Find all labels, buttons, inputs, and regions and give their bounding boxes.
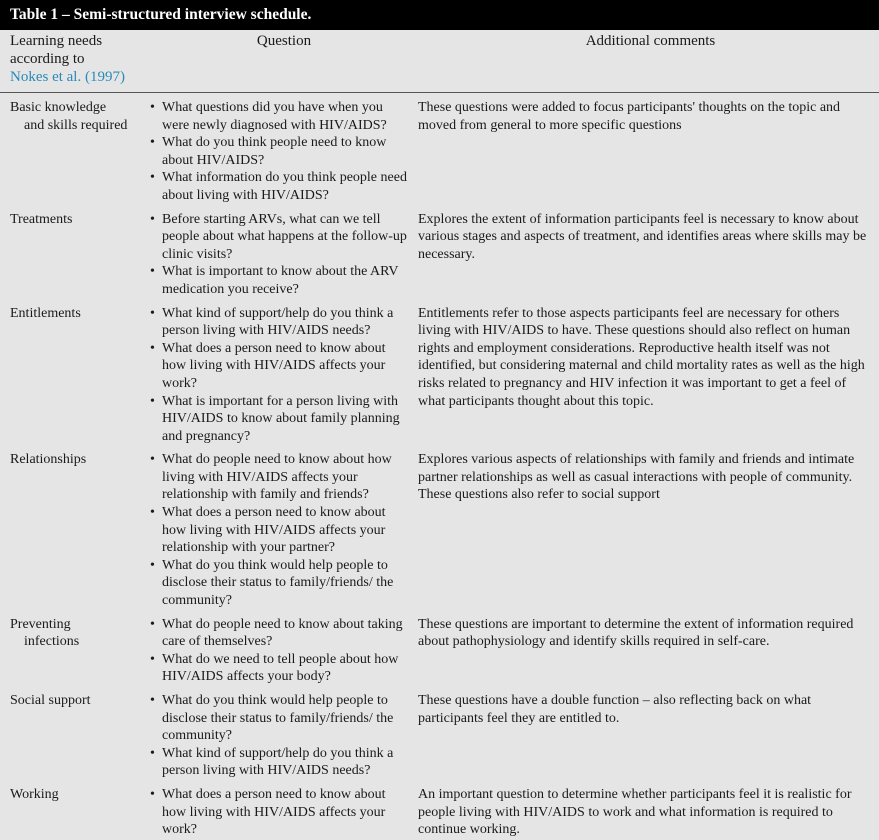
comment-cell: These questions are important to determine the extent of information required about pathophysiology and identify skills required in self-care. bbox=[418, 616, 854, 650]
comment-cell: Explores the extent of information participants feel is necessary to know about various stages and aspects of treatment, and identifies areas where skills may be necessary. bbox=[418, 211, 867, 262]
question-item: • Before starting ARVs, what can we tell people about what happens at the follow-up clinic visits? bbox=[148, 211, 412, 264]
question-item: • What kind of support/help do you think a person living with HIV/AIDS needs? bbox=[148, 745, 412, 780]
question-item: • What questions did you have when you were newly diagnosed with HIV/AIDS? bbox=[148, 99, 412, 134]
questions-cell bbox=[146, 205, 416, 299]
table-row bbox=[0, 445, 879, 609]
learning-need-cell bbox=[0, 93, 146, 205]
header-learning-needs-label: Learning needs according to bbox=[10, 33, 103, 67]
learning-need: Social support bbox=[10, 693, 91, 708]
question-item: • What do we need to tell people about how HIV/AIDS affects your body? bbox=[148, 651, 412, 686]
interview-schedule-table bbox=[0, 30, 879, 840]
question-item: • What do people need to know about how living with HIV/AIDS affects your relationship with family and friends? bbox=[148, 451, 412, 504]
comment-cell: Explores various aspects of relationships with family and friends and intimate partner relationships as well as casual interactions with people of community. These questions also refer to social support bbox=[418, 452, 855, 503]
header-comments: Additional comments bbox=[416, 30, 879, 93]
learning-need-cont: infections bbox=[24, 634, 80, 650]
table-row bbox=[0, 610, 879, 686]
question-list bbox=[148, 616, 412, 686]
learning-need: Treatments bbox=[10, 211, 73, 227]
question-list bbox=[148, 692, 412, 780]
question-item: • What does a person need to know about how living with HIV/AIDS affects your work? bbox=[148, 340, 412, 393]
question-item: • What does a person need to know about how living with HIV/AIDS affects your relationship with your partner? bbox=[148, 504, 412, 557]
comment-cell: An important question to determine whether participants feel it is realistic for people living with HIV/AIDS to work and what information is required to continue working. bbox=[418, 786, 852, 838]
table-row bbox=[0, 686, 879, 780]
comment-cell: Entitlements refer to those aspects participants feel are necessary for others living with HIV/AIDS to have. These questions should also reflect on human rights and employment considerations. Reproductive health itself was not identified, but considering maternal and child mortality rates as well as the high risks related to pregnancy and HIV infection it was important to get a feel of what participants thought about this topic. bbox=[418, 305, 865, 409]
question-item: • What is important for a person living with HIV/AIDS to know about family planning and pregnancy? bbox=[148, 393, 412, 446]
learning-need-cell bbox=[0, 686, 146, 780]
questions-cell bbox=[146, 93, 416, 205]
learning-need-cell bbox=[0, 205, 146, 299]
question-item: • What do you think would help people to disclose their status to family/friends/ the community? bbox=[148, 557, 412, 610]
citation-link[interactable]: Nokes et al. (1997) bbox=[10, 69, 125, 85]
table-title: Table 1 – Semi-structured interview schedule. bbox=[0, 0, 879, 30]
header-question: Question bbox=[146, 30, 416, 93]
table-row bbox=[0, 780, 879, 840]
learning-need: Entitlements bbox=[10, 305, 81, 321]
comment-cell: These questions were added to focus participants' thoughts on the topic and moved from general to more specific questions bbox=[418, 100, 841, 133]
question-item: • What do you think people need to know about HIV/AIDS? bbox=[148, 134, 412, 169]
learning-need: Relationships bbox=[10, 452, 87, 468]
header-row bbox=[0, 30, 879, 93]
question-item: • What is important to know about the ARV medication you receive? bbox=[148, 263, 412, 298]
table-row bbox=[0, 93, 879, 205]
learning-need: Basic knowledge bbox=[10, 100, 107, 115]
learning-need: Working bbox=[10, 786, 59, 802]
comment-cell: These questions have a double function – also reflecting back on what participants feel they are entitled to. bbox=[418, 693, 812, 726]
learning-need-cell bbox=[0, 445, 146, 609]
question-list bbox=[148, 211, 412, 299]
question-list bbox=[148, 305, 412, 446]
question-item: • What kind of support/help do you think a person living with HIV/AIDS needs? bbox=[148, 305, 412, 340]
question-item: • What does a person need to know about how living with HIV/AIDS affects your work? bbox=[148, 786, 412, 839]
learning-need-cont: and skills required bbox=[24, 117, 128, 133]
questions-cell bbox=[146, 780, 416, 840]
header-learning-needs bbox=[0, 30, 146, 93]
questions-cell bbox=[146, 299, 416, 446]
question-list bbox=[148, 99, 412, 205]
learning-need-cell bbox=[0, 610, 146, 686]
question-list bbox=[148, 786, 412, 839]
learning-need-cell bbox=[0, 299, 146, 446]
question-list bbox=[148, 451, 412, 609]
learning-need-cell bbox=[0, 780, 146, 840]
question-item: • What do people need to know about taking care of themselves? bbox=[148, 616, 412, 651]
question-item: • What do you think would help people to disclose their status to family/friends/ the community? bbox=[148, 692, 412, 745]
questions-cell bbox=[146, 445, 416, 609]
questions-cell bbox=[146, 686, 416, 780]
question-item: • What information do you think people need about living with HIV/AIDS? bbox=[148, 169, 412, 204]
table-row bbox=[0, 205, 879, 299]
table-row bbox=[0, 299, 879, 446]
learning-need: Preventing bbox=[10, 616, 71, 632]
questions-cell bbox=[146, 610, 416, 686]
